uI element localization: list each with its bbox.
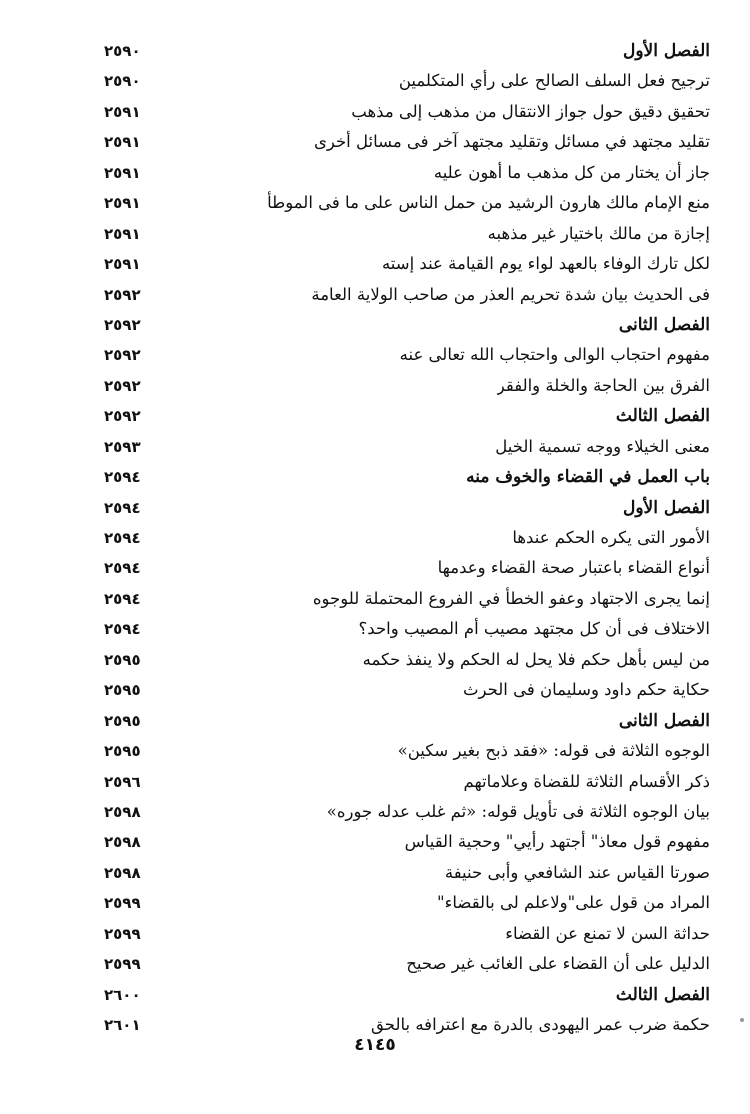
toc-entry-page-number: ٢٥٩٤ [104, 589, 141, 608]
toc-entry-page-number: ٢٥٩٤ [104, 498, 141, 517]
toc-entry-title: الوجوه الثلاثة فى قوله: «فقد ذبح بغير سكين» [397, 741, 710, 761]
toc-entry-page-number: ٢٥٩٤ [104, 620, 141, 639]
toc-entry-title: المراد من قول على"ولاعلم لى بالقضاء" [437, 893, 710, 913]
toc-entry-title: مفهوم قول معاذ" أجتهد رأيي" وحجية القياس [404, 832, 710, 852]
toc-entry-page-number: ٢٥٩٨ [104, 863, 141, 882]
toc-entry [100, 158, 710, 188]
toc-entry-title: ترجيح فعل السلف الصالح على رأي المتكلمين [398, 71, 710, 91]
toc-entry-title: من ليس بأهل حكم فلا يحل له الحكم ولا ينفذ حكمه [362, 649, 710, 669]
toc-entry [100, 219, 710, 249]
toc-entry-page-number: ٢٥٩٦ [104, 772, 141, 791]
toc-entry-page-number: ٢٥٩٢ [104, 315, 141, 334]
toc-entry [100, 584, 710, 614]
toc-entry [100, 614, 710, 644]
toc-entry [100, 188, 710, 218]
toc-entry-page-number: ٢٥٩٥ [104, 742, 141, 761]
toc-entry [100, 523, 710, 553]
toc-entry-title: إجازة من مالك باختيار غير مذهبه [487, 223, 710, 243]
toc-entry-title: ذكر الأقسام الثلاثة للقضاة وعلاماتهم [463, 771, 710, 791]
toc-entry-page-number: ٢٥٩٢ [104, 407, 141, 426]
scan-edge-mark [740, 1018, 744, 1022]
toc-entry-page-number: ٢٥٩٣ [104, 437, 141, 456]
toc-entry [100, 249, 710, 279]
toc-section-heading [100, 36, 710, 66]
toc-entry-page-number: ٢٥٩١ [104, 255, 141, 274]
toc-entry [100, 371, 710, 401]
toc-entry-title: الاختلاف فى أن كل مجتهد مصيب أم المصيب واحد؟ [358, 619, 710, 639]
toc-entry [100, 827, 710, 857]
toc-entry-page-number: ٢٥٩٩ [104, 894, 141, 913]
toc-entry-title: بيان الوجوه الثلاثة فى تأويل قوله: «ثم غلب عدله جوره» [326, 801, 710, 821]
toc-entry [100, 858, 710, 888]
toc-entry [100, 949, 710, 979]
toc-section-heading [100, 401, 710, 431]
toc-entry-page-number: ٢٥٩١ [104, 102, 141, 121]
toc-entry-page-number: ٢٥٩٤ [104, 559, 141, 578]
toc-entry [100, 127, 710, 157]
toc-entry-title: منع الإمام مالك هارون الرشيد من حمل الناس على ما فى الموطأ [267, 193, 710, 213]
toc-entry-page-number: ٢٥٩١ [104, 133, 141, 152]
toc-entry [100, 767, 710, 797]
toc-entry-title: الفصل الأول [622, 41, 710, 61]
toc-section-heading [100, 706, 710, 736]
toc-entry-title: جاز أن يختار من كل مذهب ما أهون عليه [433, 162, 710, 182]
toc-entry-title: معنى الخيلاء ووجه تسمية الخيل [495, 436, 710, 456]
toc-entry-title: الفصل الثالث [615, 984, 710, 1005]
toc-entry-page-number: ٢٥٩٥ [104, 681, 141, 700]
toc-entry-title: الفرق بين الحاجة والخلة والفقر [496, 375, 710, 395]
toc-entry-title: تحقيق دقيق حول جواز الانتقال من مذهب إلى مذهب [351, 101, 710, 121]
toc-entry [100, 553, 710, 583]
toc-entry-title: باب العمل في القضاء والخوف منه [466, 467, 710, 488]
toc-entry-title: مفهوم احتجاب الوالى واحتجاب الله تعالى عنه [399, 345, 710, 365]
toc-entry-page-number: ٢٥٩١ [104, 163, 141, 182]
toc-section-heading [100, 310, 710, 340]
toc-entry [100, 797, 710, 827]
toc-entry-page-number: ٢٥٩٠ [104, 72, 141, 91]
toc-entry-title: الفصل الأول [622, 497, 710, 518]
toc-entry-title: صورتا القياس عند الشافعي وأبى حنيفة [444, 862, 710, 882]
toc-entry-page-number: ٢٥٩٥ [104, 711, 141, 730]
toc-entry-title: حداثة السن لا تمنع عن القضاء [505, 923, 710, 943]
footer-page-number: ٤١٤٥ [354, 1035, 396, 1055]
table-of-contents [100, 36, 710, 1040]
toc-entry-page-number: ٢٥٩١ [104, 194, 141, 213]
toc-entry [100, 645, 710, 675]
toc-entry-title: الفصل الثانى [618, 710, 710, 731]
toc-entry-page-number: ٢٥٩٨ [104, 802, 141, 821]
toc-entry-page-number: ٢٥٩٩ [104, 924, 141, 943]
toc-section-heading [100, 980, 710, 1010]
toc-entry [100, 66, 710, 96]
toc-entry-page-number: ٢٥٩٠ [104, 42, 141, 60]
toc-entry-page-number: ٢٦٠٠ [104, 985, 141, 1004]
toc-entry-title: إنما يجرى الاجتهاد وعفو الخطأ في الفروع المحتملة للوجوه [312, 588, 710, 608]
toc-entry-page-number: ٢٥٩٢ [104, 346, 141, 365]
toc-entry-title: الفصل الثالث [615, 406, 710, 427]
toc-entry [100, 340, 710, 370]
toc-entry-page-number: ٢٥٩٢ [104, 285, 141, 304]
toc-entry-page-number: ٢٥٩٢ [104, 376, 141, 395]
toc-entry-page-number: ٢٥٩٩ [104, 955, 141, 974]
toc-entry-title: الدليل على أن القضاء على الغائب غير صحيح [406, 954, 710, 974]
toc-entry-page-number: ٢٥٩٤ [104, 529, 141, 547]
toc-section-heading [100, 462, 710, 492]
toc-entry [100, 888, 710, 918]
toc-section-heading [100, 493, 710, 523]
toc-entry-title: تقليد مجتهد في مسائل وتقليد مجتهد آخر فى مسائل أخرى [313, 132, 710, 152]
toc-entry-title: حكاية حكم داود وسليمان فى الحرث [462, 680, 710, 700]
toc-entry-page-number: ٢٥٩١ [104, 224, 141, 243]
toc-entry-page-number: ٢٥٩٤ [104, 468, 141, 487]
toc-entry [100, 432, 710, 462]
toc-entry-title: لكل تارك الوفاء بالعهد لواء يوم القيامة عند إسته [381, 254, 710, 274]
toc-entry-title: الأمور التى يكره الحكم عندها [512, 528, 710, 547]
toc-entry [100, 97, 710, 127]
toc-entry-page-number: ٢٥٩٥ [104, 650, 141, 669]
toc-entry [100, 736, 710, 766]
toc-entry-title: الفصل الثانى [618, 314, 710, 335]
toc-entry-title: حكمة ضرب عمر اليهودى بالدرة مع اعترافه بالحق [371, 1015, 710, 1034]
toc-entry [100, 280, 710, 310]
toc-entry-title: أنواع القضاء باعتبار صحة القضاء وعدمها [437, 558, 710, 578]
toc-entry-page-number: ٢٥٩٨ [104, 833, 141, 852]
toc-entry-title: فى الحديث بيان شدة تحريم العذر من صاحب الولاية العامة [311, 284, 710, 304]
toc-entry [100, 675, 710, 705]
toc-entry [100, 919, 710, 949]
toc-entry-page-number: ٢٦٠١ [104, 1016, 141, 1034]
